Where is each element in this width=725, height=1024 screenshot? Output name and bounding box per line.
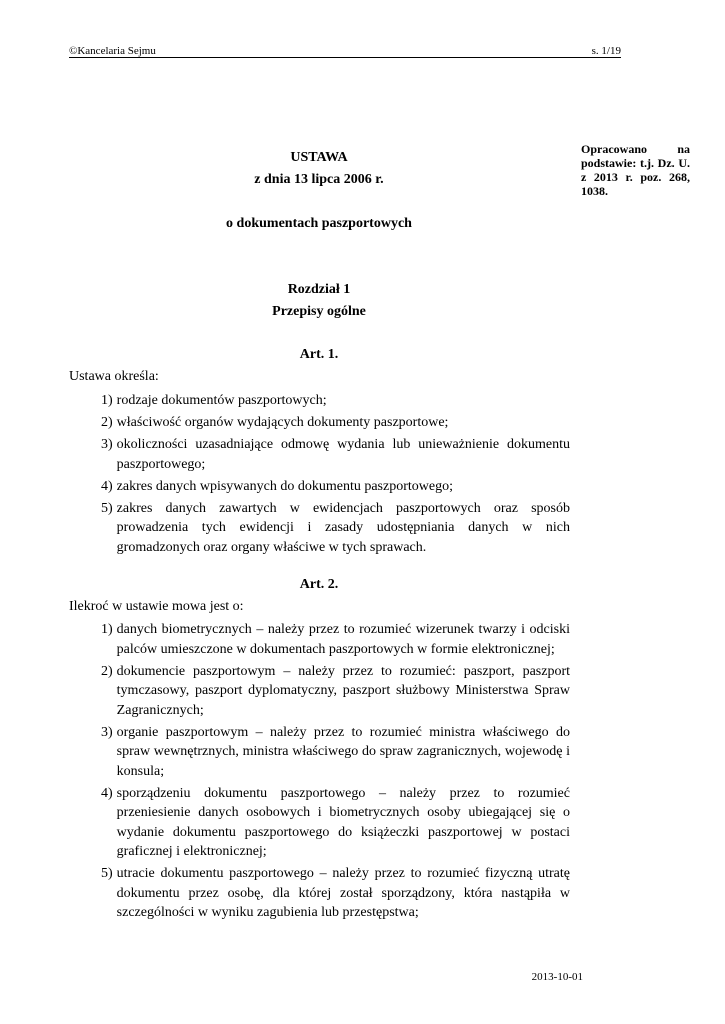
article-2-label: Art. 2. — [299, 577, 339, 592]
item-number: 3) — [101, 724, 113, 740]
item-text: dokumencie paszportowym – należy przez to rozumieć: paszport, paszport tymczasowy, paszport dyplomatyczny, paszport służbowy Ministerstwa Spraw Zagranicznych; — [116, 663, 570, 718]
list-item — [101, 723, 570, 782]
item-text: zakres danych wpisywanych do dokumentu paszportowego; — [116, 478, 453, 494]
item-text: rodzaje dokumentów paszportowych; — [116, 393, 327, 408]
item-number: 4) — [101, 785, 113, 801]
list-item — [101, 620, 570, 659]
item-number: 3) — [101, 437, 113, 452]
item-number: 2) — [101, 415, 113, 430]
item-text: okoliczności uzasadniające odmowę wydania lub unieważnienie dokumentu paszportowego; — [116, 437, 570, 472]
item-text: organie paszportowym – należy przez to rozumieć ministra właściwego do spraw wewnętrznych, ministra właściwego do spraw zagranicznych, wojewodę i konsula; — [116, 724, 570, 779]
item-number: 1) — [101, 393, 113, 408]
chapter-name: Przepisy ogólne — [272, 304, 366, 319]
article-2-list — [101, 620, 570, 925]
article-1-label: Art. 1. — [299, 347, 339, 362]
list-item — [101, 499, 570, 558]
act-type: USTAWA — [290, 150, 348, 165]
item-number: 5) — [101, 500, 113, 516]
header-divider — [69, 57, 621, 58]
act-subject: o dokumentach paszportowych — [226, 216, 412, 231]
list-item — [101, 662, 570, 721]
list-item — [101, 435, 570, 474]
header-page-number: s. 1/19 — [591, 45, 621, 57]
item-number: 2) — [101, 663, 113, 679]
list-item — [101, 864, 570, 923]
footer-date: 2013-10-01 — [531, 971, 583, 983]
item-number: 1) — [101, 622, 113, 637]
item-number: 5) — [101, 866, 113, 881]
item-number: 4) — [101, 478, 113, 494]
item-text: właściwość organów wydających dokumenty paszportowe; — [116, 415, 449, 430]
article-1-intro: Ustawa określa: — [69, 369, 159, 384]
article-2-intro: Ilekroć w ustawie mowa jest o: — [69, 599, 244, 614]
list-item — [101, 413, 570, 433]
list-item — [101, 784, 570, 862]
article-1-list — [101, 391, 570, 560]
list-item — [101, 477, 570, 497]
item-text: zakres danych zawartych w ewidencjach paszportowych oraz sposób prowadzenia tych ewidencji i zasady udostępniania danych w nich gromadzonych oraz organy właściwe w tych sprawach. — [116, 500, 570, 555]
header-source: ©Kancelaria Sejmu — [69, 45, 156, 57]
item-text: danych biometrycznych – należy przez to rozumieć wizerunek twarzy i odciski palców umieszczone w dokumentach paszportowych w formie elektronicznej; — [116, 622, 570, 657]
item-text: utracie dokumentu paszportowego – należy przez to rozumieć fizyczną utratę dokumentu przez osobę, dla której został sporządzony, która nastąpiła w szczególności w wyniku zagubienia lub przestępstwa; — [116, 866, 570, 920]
list-item — [101, 391, 570, 411]
item-text: sporządzeniu dokumentu paszportowego – należy przez to rozumieć przeniesienie danych osobowych i biometrycznych osoby ubiegającej się o wydanie dokumentu paszportowego do książeczki paszportowej w postaci graficznej i elektronicznej; — [116, 785, 570, 859]
chapter-label: Rozdział 1 — [287, 282, 351, 297]
side-note: Opracowano na podstawie: t.j. Dz. U. z 2013 r. poz. 268, 1038. — [581, 142, 690, 198]
act-date: z dnia 13 lipca 2006 r. — [254, 172, 384, 187]
